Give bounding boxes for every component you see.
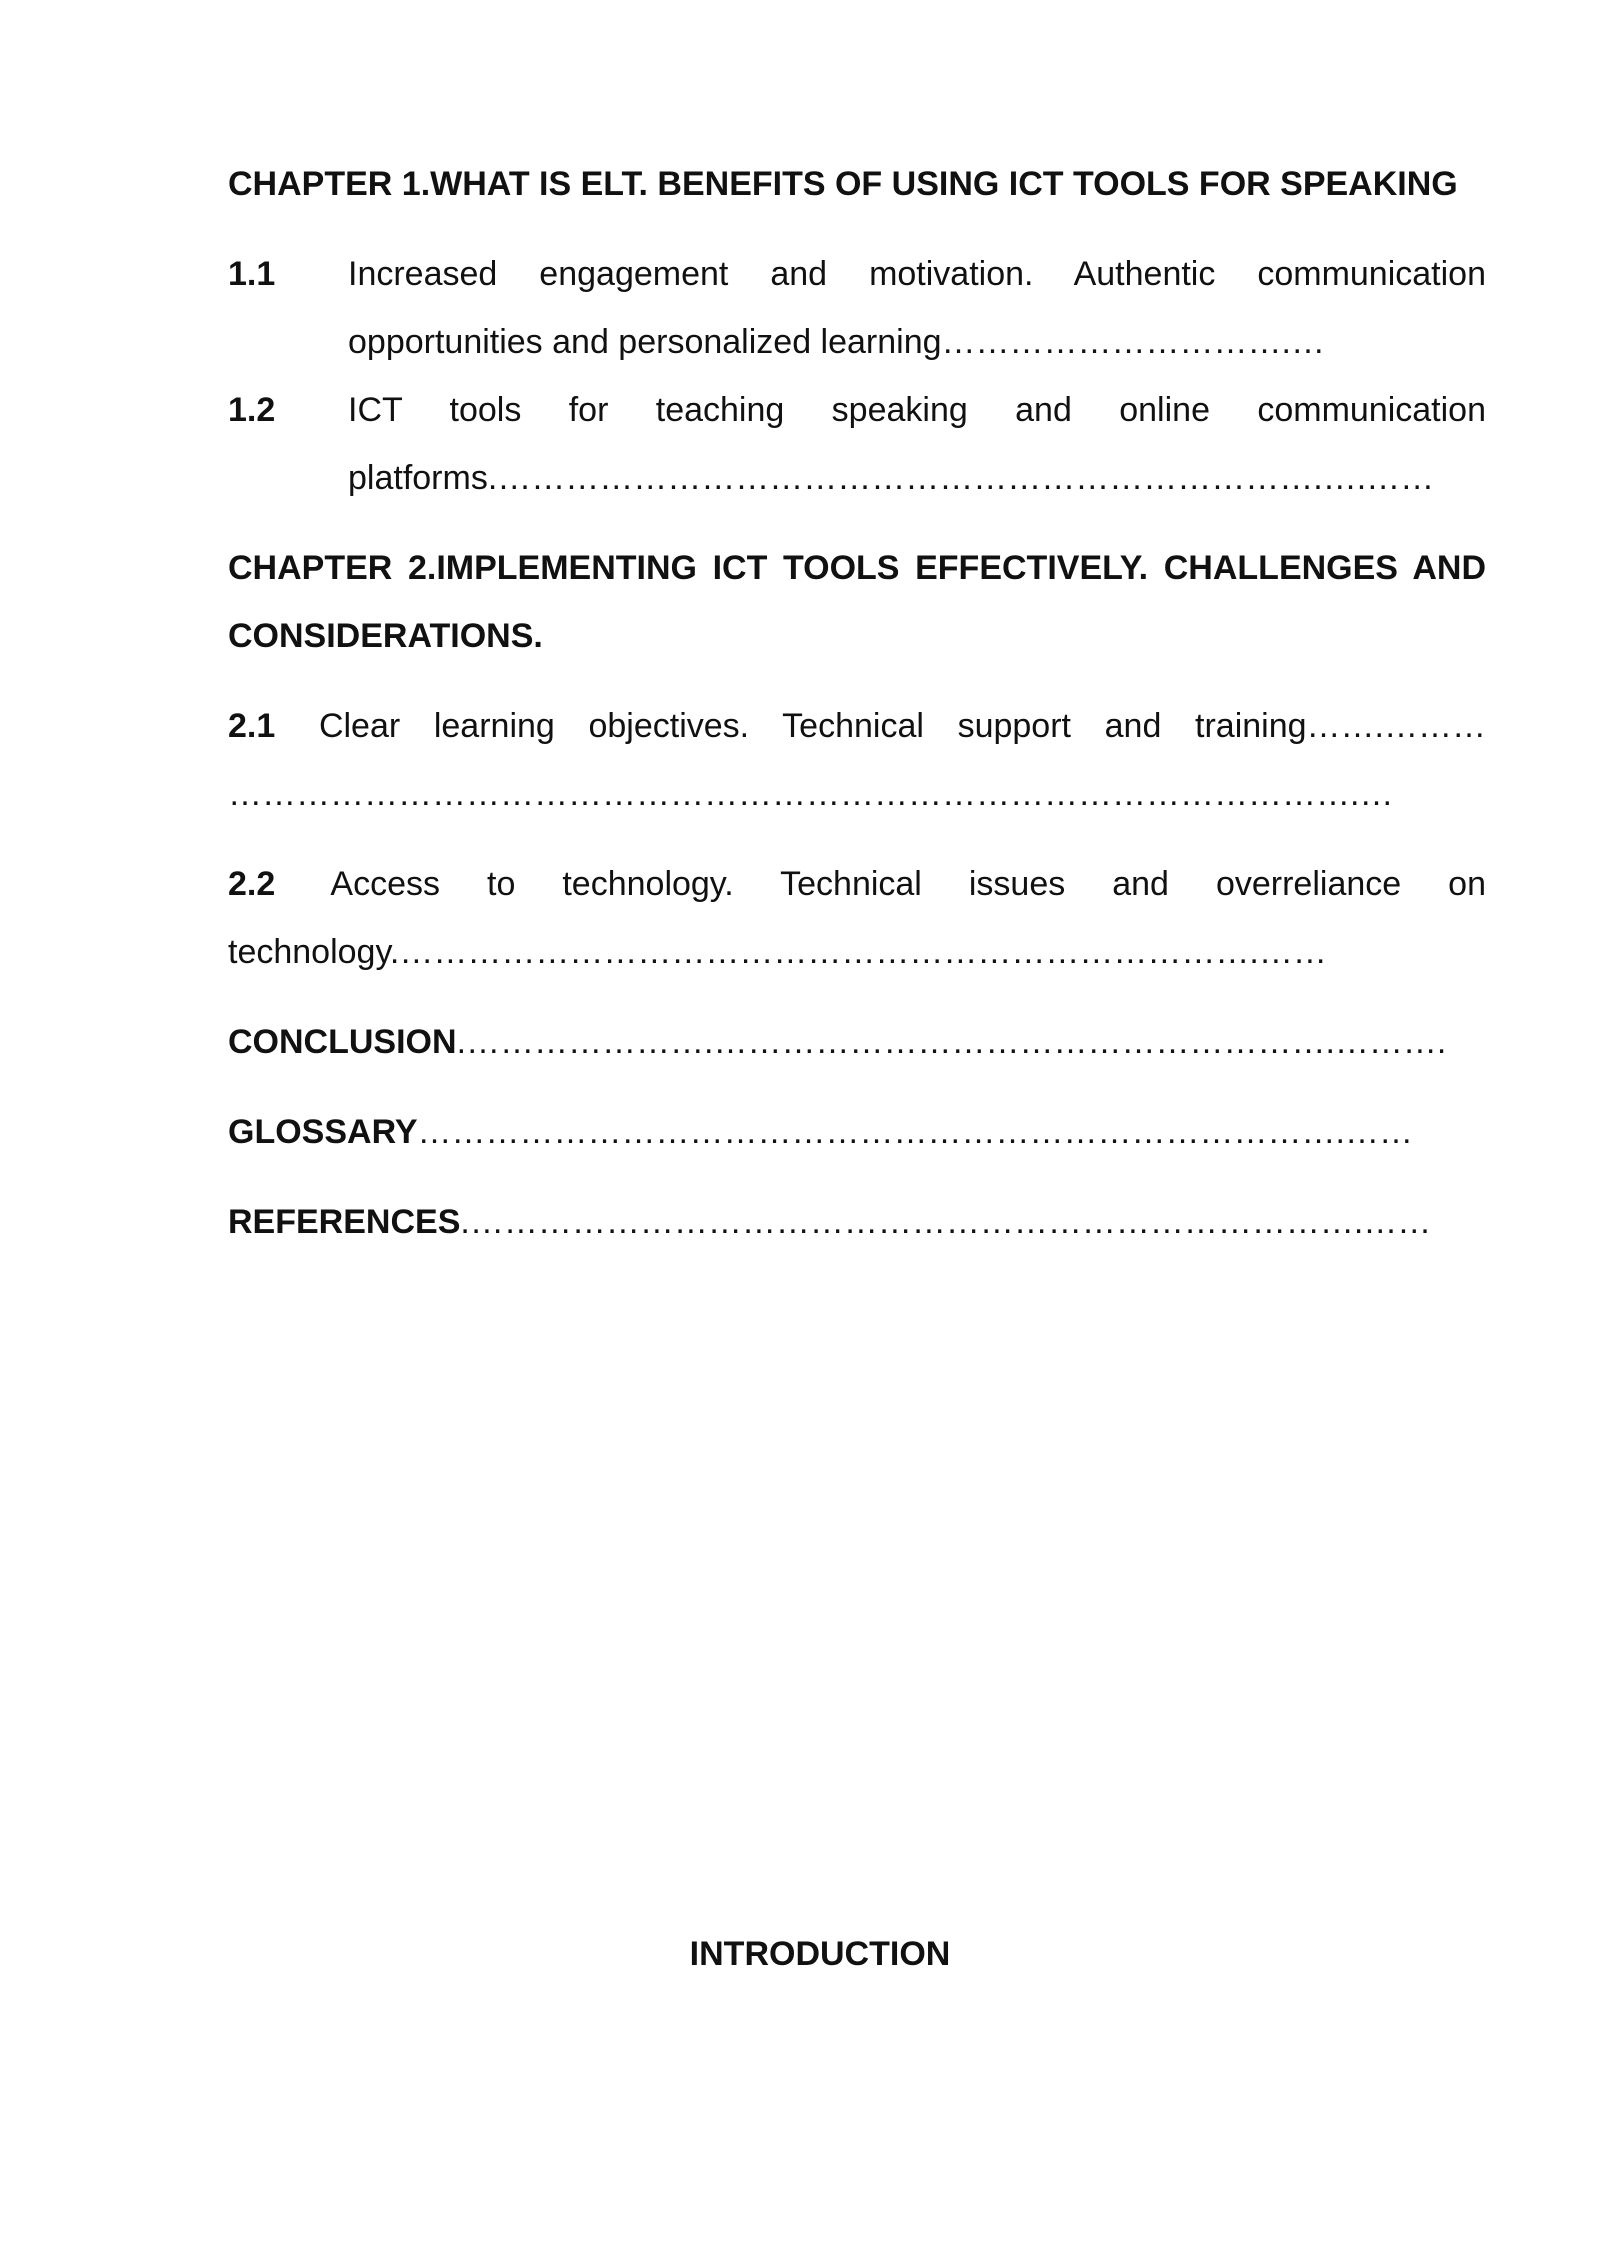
toc-entry-number: 2.1: [228, 707, 276, 745]
toc-entry-1-2: [228, 376, 1486, 512]
toc-entry-number: 1.1: [228, 255, 276, 293]
toc-entry-text: Increased engagement and motivation. Authentic communication opportunities and personalized learning………………………….…: [348, 255, 1486, 361]
toc-glossary: [228, 1098, 1486, 1166]
toc-end-leader: ……………………………………………………………………….……: [417, 1113, 1413, 1151]
table-of-contents: [228, 150, 1486, 1278]
toc-entry-text: Access to technology. Technical issues and overreliance on technology.………………………………………………………………….……: [228, 865, 1487, 971]
toc-end-leader: .………………….……………………………………………….……….: [456, 1023, 1447, 1061]
toc-entry-number: 1.2: [228, 391, 276, 429]
toc-entry-number: 2.2: [228, 865, 276, 903]
toc-end-label: GLOSSARY: [228, 1113, 418, 1151]
toc-end-leader: .…………………………………………………………………….……: [460, 1203, 1432, 1241]
toc-end-label: REFERENCES: [228, 1203, 461, 1241]
toc-entry-2-1: [228, 692, 1486, 828]
toc-conclusion: [228, 1008, 1486, 1076]
chapter-2-title: CHAPTER 2.IMPLEMENTING ICT TOOLS EFFECTIVELY. CHALLENGES AND CONSIDERATIONS.: [228, 549, 1486, 655]
introduction-heading: INTRODUCTION: [689, 1935, 951, 1973]
toc-end-label: CONCLUSION: [228, 1023, 457, 1061]
toc-references: [228, 1188, 1486, 1256]
toc-entry-text: ICT tools for teaching speaking and online communication platforms.……………………………………………………………….….……: [348, 391, 1486, 497]
toc-entry-2-2: [228, 850, 1486, 986]
toc-entry-1-1: [228, 240, 1486, 376]
chapter-1-title: CHAPTER 1.WHAT IS ELT. BENEFITS OF USING ICT TOOLS FOR SPEAKING: [228, 165, 1458, 203]
toc-entry-text: Clear learning objectives. Technical support and training…….……… ……………………………………………………………………………………….…: [228, 707, 1486, 813]
